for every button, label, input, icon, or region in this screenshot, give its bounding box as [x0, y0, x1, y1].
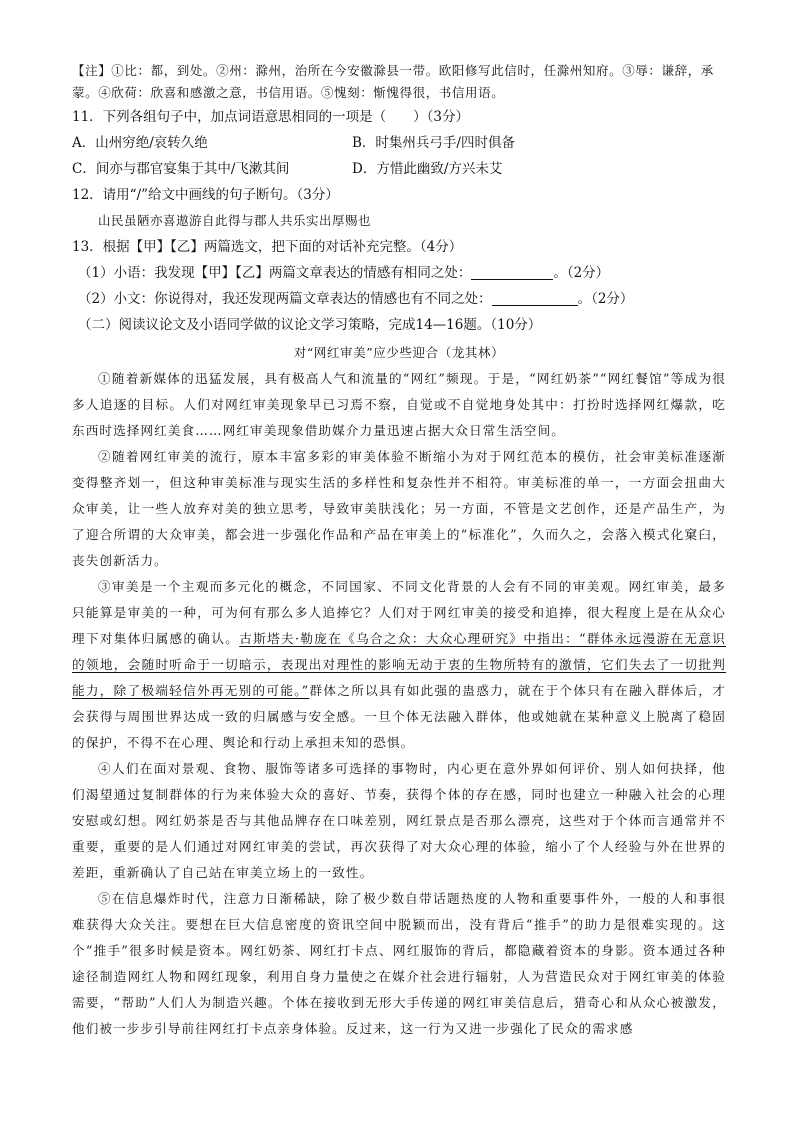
article-title: 对“网红审美”应少些迎合（龙其林） [293, 345, 505, 360]
paragraph-3-underlined-quote: 古斯塔夫·勒庞在《乌合之众：大众心理研究》中指出：“群体永远漫游在无意识的领地，会随时听命于一切暗示，表现出对理性的影响无动于衷的生物所特有的激情，它们失去了一切批判能力，除了极端轻信外再无别的可能。” [72, 631, 726, 698]
paragraph-3-intro: ③审美是一个主观而多元化的概念，不同国家、不同文化背景的人会有不同的审美观。网红审美，最多只能算是审美的一种，可为何有那么多人追捧它？人们对于网红审美的接受和追捧，很大程度上是在从众心理下对集体归属感的确认。 [72, 579, 726, 646]
part-1-score: 。（2分） [553, 265, 610, 281]
paragraph-1: ①随着新媒体的迅猛发展，具有极高人气和流量的“网红”频现。于是，“网红奶茶”“网红餐馆”等成为很多人追逐的目标。人们对网红审美现象早已习焉不察，自觉或不自觉地身处其中：打扮时选择网红爆款，吃东西时选择网红美食……网红审美现象借助媒介力量迅速占据大众日常生活空间。 [72, 371, 726, 438]
annotation-note: 【注】①比：都，到处。②州：滁州，治所在今安徽滁县一带。欧阳修写此信时，任滁州知府。③辱：谦辞，承蒙。④欣荷：欣喜和感激之意，书信用语。⑤愧刻：惭愧得很，书信用语。 [72, 63, 714, 100]
question-11-options-row-1 [72, 130, 726, 156]
question-12-sentence: 山民虽陋亦喜遨游自此得与郡人共乐实出厚赐也 [98, 213, 372, 228]
exam-page [72, 60, 726, 1042]
question-13-part-1 [72, 260, 726, 286]
question-11-stem: 11．下列各组句子中，加点词语意思相同的一项是（ ）（3分） [72, 109, 470, 125]
answer-blank-2[interactable] [492, 289, 578, 306]
paragraph-3 [72, 574, 726, 756]
part-2-score: 。（2分） [577, 291, 634, 307]
question-12-stem: 12．请用“/”给文中画线的句子断句。（3分） [72, 187, 339, 203]
part-1-prompt: （1）小语：我发现【甲】【乙】两篇文章表达的情感有相同之处： [78, 265, 472, 281]
paragraph-5: ⑤在信息爆炸时代，注意力日渐稀缺，除了极少数自带话题热度的人物和重要事件外，一般的人和事很难获得大众关注。要想在巨大信息密度的资讯空间中脱颖而出，没有背后“推手”的助力是很难实现的。这个“推手”很多时候是资本。网红奶茶、网红打卡点、网红服饰的背后，都隐藏着资本的身影。资本通过各种途径制造网红人物和网红现象，利用自身力量使之在媒介社会进行辐射，人为营造民众对于网红审美的体验需要，“帮助”人们人为制造兴趣。个体在接收到无形大手传递的网红审美信息后，猎奇心和从众心被激发，他们被一步步引导前往网红打卡点亲身体验。反过来，这一行为又进一步强化了民众的需求感 [72, 891, 726, 1036]
paragraph-4: ④人们在面对景观、食物、服饰等诸多可选择的事物时，内心更在意外界如何评价、别人如何抉择，他们渴望通过复制群体的行为来体验大众的喜好、节奏，获得个体的存在感，同时也建立一种融入社会的心理安慰或幻想。网红奶茶是否与其他品牌存在口味差别，网红景点是否那么漂亮，这些对于个体而言通常并不重要，重要的是人们通过对网红审美的尝试，再次获得了对大众心理的体验，缩小了个人经验与外在世界的差距，重新确认了自己站在审美立场上的一致性。 [72, 761, 726, 880]
section-2-heading: （二）阅读议论文及小语同学做的议论文学习策略，完成14—16题。（10分） [78, 317, 542, 333]
option-b[interactable]: B．时集州兵弓手/四时俱备 [352, 135, 515, 151]
question-13-stem: 13．根据【甲】【乙】两篇选文，把下面的对话补充完整。（4分） [72, 239, 463, 255]
paragraph-3-rest: 群体之所以具有如此强的蛊惑力，就在于个体只有在融入群体后，才会获得与周围世界达成一致的归属感与安全感。一旦个体无法融入群体，他或她就在某种意义上脱离了稳固的保护，不得不在心理、舆论和行动上承担未知的恐惧。 [72, 683, 726, 750]
question-11-options-row-2 [72, 156, 726, 182]
answer-blank-1[interactable] [471, 263, 553, 280]
option-a[interactable]: A．山州穷绝/哀转久绝 [72, 135, 208, 151]
option-c[interactable]: C．间亦与郡官宴集于其中/飞漱其间 [72, 161, 290, 177]
paragraph-2: ②随着网红审美的流行，原本丰富多彩的审美体验不断缩小为对于网红范本的模仿，社会审美标准逐渐变得整齐划一，但这种审美标准与现实生活的多样性和复杂性并不相符。审美标准的单一，一方面会扭曲大众审美，让一些人放弃对美的独立思考，导致审美肤浅化；另一方面，不管是文艺创作，还是产品生产，为了迎合所谓的大众审美，都会进一步强化作品和产品在审美上的“标准化”，久而久之，会落入模式化窠臼，丧失创新活力。 [72, 449, 726, 568]
question-13-part-2 [72, 286, 726, 312]
part-2-prompt: （2）小文：你说得对，我还发现两篇文章表达的情感也有不同之处： [78, 291, 492, 307]
option-d[interactable]: D．方惜此幽致/方兴未艾 [352, 161, 503, 177]
